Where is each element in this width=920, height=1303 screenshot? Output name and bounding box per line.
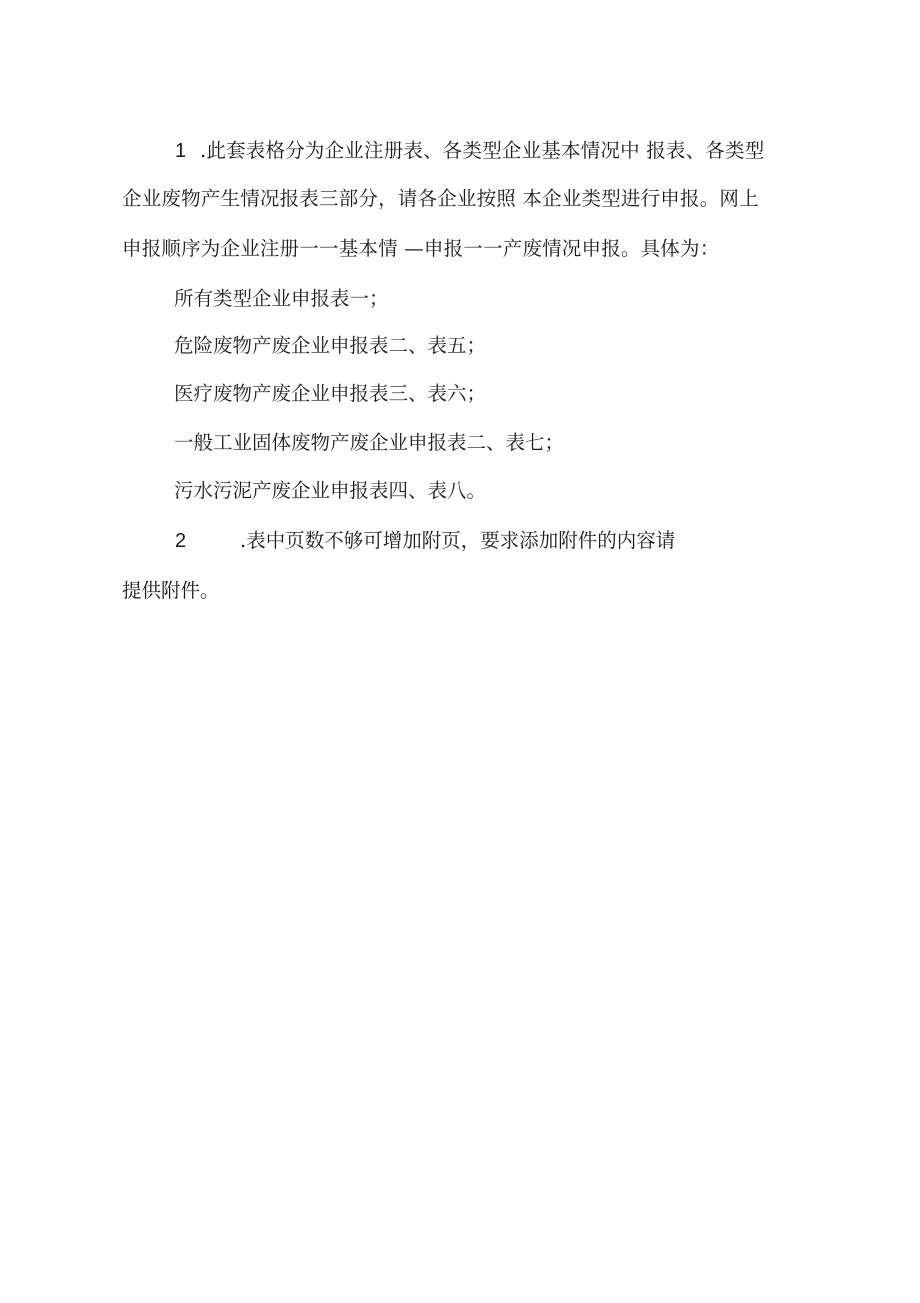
item-1-line-1: .此套表格分为企业注册表、各类型企业基本情况中 报表、各类型	[200, 139, 765, 162]
item-1-line-3: 申报顺序为企业注册一一基本情 —申报一一产废情况申报。具体为：	[122, 237, 720, 260]
item-2-line-1: .表中页数不够可增加附页，要求添加附件的内容请	[240, 529, 676, 552]
item-2-number: 2	[175, 530, 187, 552]
list-item: 一般工业固体废物产废企业申报表二、表七；	[174, 431, 565, 454]
list-item: 危险废物产废企业申报表二、表五；	[174, 334, 487, 357]
item-1-number: 1	[175, 140, 187, 162]
item-2-line-2: 提供附件。	[122, 579, 220, 602]
list-item: 污水污泥产废企业申报表四、表八。	[174, 479, 487, 502]
item-1-line-2: 企业废物产生情况报表三部分，请各企业按照 本企业类型进行申报。网上	[122, 187, 759, 210]
list-item: 所有类型企业申报表一；	[174, 287, 389, 310]
list-item: 医疗废物产废企业申报表三、表六；	[174, 382, 487, 405]
